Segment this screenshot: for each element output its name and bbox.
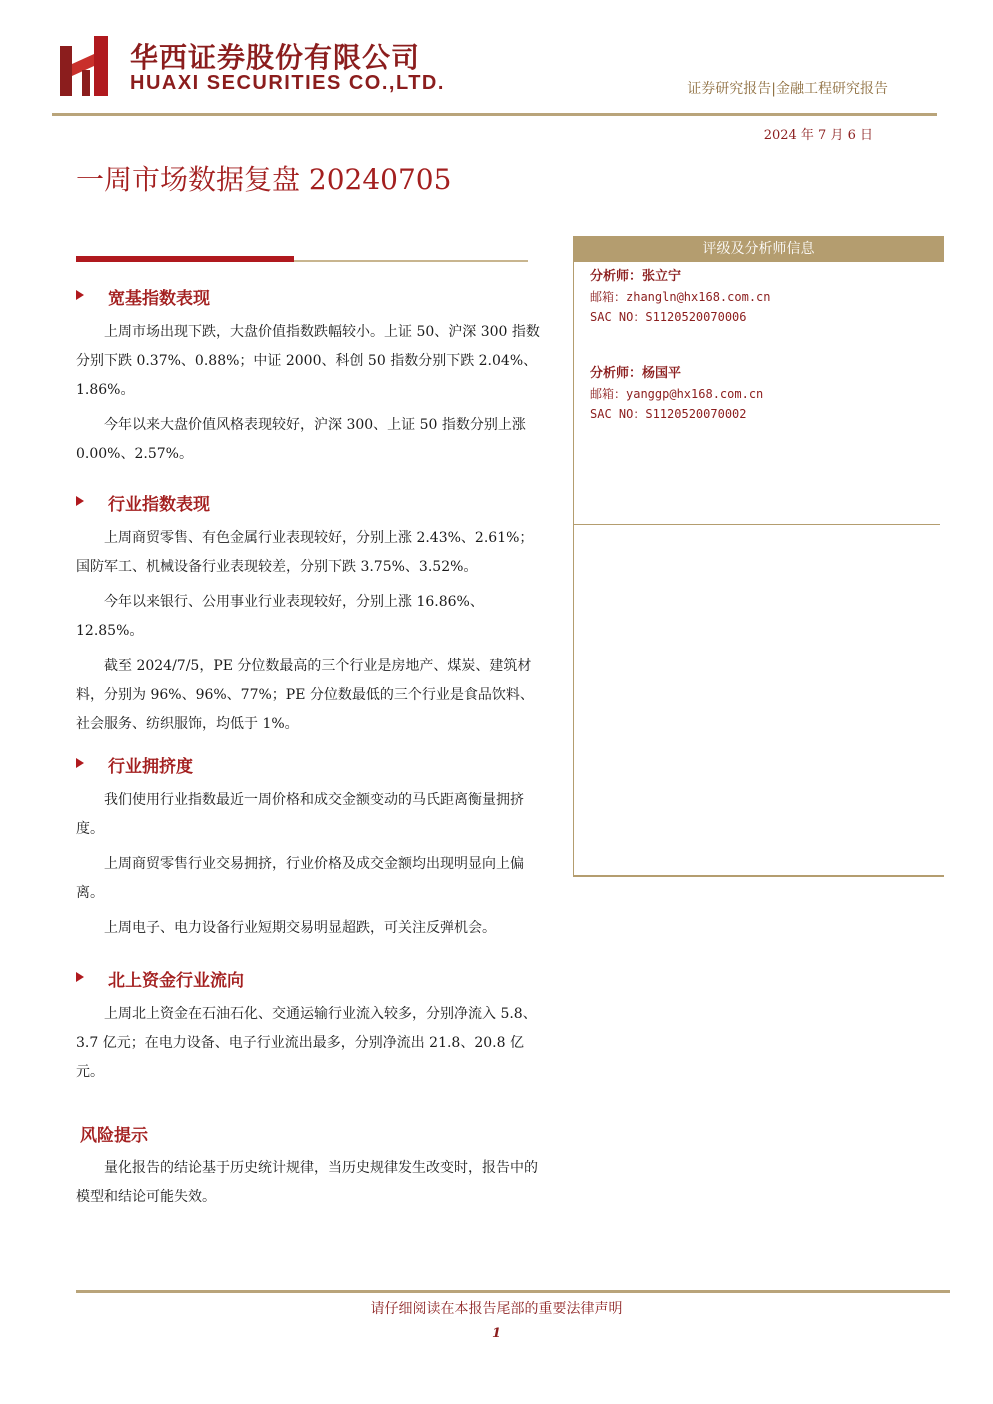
section-northbound-flow <box>76 966 542 1093</box>
document-title: 一周市场数据复盘 20240705 <box>76 163 452 196</box>
paragraph: 上周北上资金在石油石化、交通运输行业流入较多，分别净流入 5.8、3.7 亿元；在电力设备、电子行业流出最多，分别净流出 21.8、20.8 亿元。 <box>76 1006 537 1080</box>
legal-notice: 请仔细阅读在本报告尾部的重要法律声明 <box>370 1301 623 1317</box>
huaxi-logo-icon <box>60 36 116 96</box>
footer-divider <box>76 1290 950 1293</box>
triangle-bullet-icon <box>76 290 84 300</box>
paragraph: 今年以来银行、公用事业行业表现较好，分别上涨 16.86%、12.85%。 <box>76 594 484 639</box>
analyst-email[interactable]: 邮箱：yanggp@hx168.com.cn <box>590 387 764 401</box>
analyst-sac: SAC NO：S1120520070006 <box>590 310 747 324</box>
company-name-en: HUAXI SECURITIES CO.,LTD. <box>130 72 445 94</box>
paragraph: 上周商贸零售、有色金属行业表现较好，分别上涨 2.43%、2.61%；国防军工、机械设备行业表现较差，分别下跌 3.75%、3.52%。 <box>76 530 534 575</box>
paragraph: 我们使用行业指数最近一周价格和成交金额变动的马氏距离衡量拥挤度。 <box>76 792 524 837</box>
content-divider-accent <box>76 256 294 262</box>
panel-divider <box>573 524 940 525</box>
page-number: 1 <box>491 1326 502 1341</box>
section-title: 行业指数表现 <box>108 495 210 515</box>
panel-border <box>573 262 574 876</box>
risk-section <box>76 1154 542 1218</box>
analyst-name: 分析师：张立宁 <box>590 269 682 284</box>
paragraph: 今年以来大盘价值风格表现较好，沪深 300、上证 50 指数分别上涨 0.00%、2.57%。 <box>76 417 526 462</box>
risk-title: 风险提示 <box>80 1126 148 1146</box>
analyst-panel-title: 评级及分析师信息 <box>702 241 815 257</box>
triangle-bullet-icon <box>76 496 84 506</box>
triangle-bullet-icon <box>76 758 84 768</box>
company-name-cn: 华西证券股份有限公司 <box>130 41 421 74</box>
paragraph: 截至 2024/7/5，PE 分位数最高的三个行业是房地产、煤炭、建筑材料，分别为 96%、96%、77%；PE 分位数最低的三个行业是食品饮料、社会服务、纺织服饰，均低于 1%。 <box>76 658 534 732</box>
analyst-sac: SAC NO：S1120520070002 <box>590 407 747 421</box>
paragraph: 上周商贸零售行业交易拥挤，行业价格及成交金额均出现明显向上偏离。 <box>76 856 524 901</box>
triangle-bullet-icon <box>76 972 84 982</box>
section-title: 行业拥挤度 <box>108 757 193 777</box>
analyst-panel-header <box>573 236 944 262</box>
analyst-card <box>590 267 930 327</box>
section-broad-index <box>76 284 542 475</box>
section-crowding <box>76 752 542 949</box>
paragraph: 上周市场出现下跌，大盘价值指数跌幅较小。上证 50、沪深 300 指数分别下跌 0.37%、0.88%；中证 2000、科创 50 指数分别下跌 2.04%、1.86%。 <box>76 324 540 398</box>
paragraph: 上周电子、电力设备行业短期交易明显超跌，可关注反弹机会。 <box>104 920 496 936</box>
header-divider <box>52 113 937 116</box>
report-type: 证券研究报告|金融工程研究报告 <box>687 81 888 97</box>
risk-text: 量化报告的结论基于历史统计规律，当历史规律发生改变时，报告中的模型和结论可能失效。 <box>76 1160 538 1205</box>
analyst-name: 分析师：杨国平 <box>590 366 682 381</box>
section-title: 宽基指数表现 <box>108 289 210 309</box>
report-date: 2024 年 7 月 6 日 <box>763 128 873 143</box>
analyst-card <box>590 364 930 424</box>
section-industry-index <box>76 490 542 745</box>
analyst-email[interactable]: 邮箱：zhangln@hx168.com.cn <box>590 290 771 304</box>
section-title: 北上资金行业流向 <box>108 971 244 991</box>
panel-border-bottom <box>573 875 944 877</box>
